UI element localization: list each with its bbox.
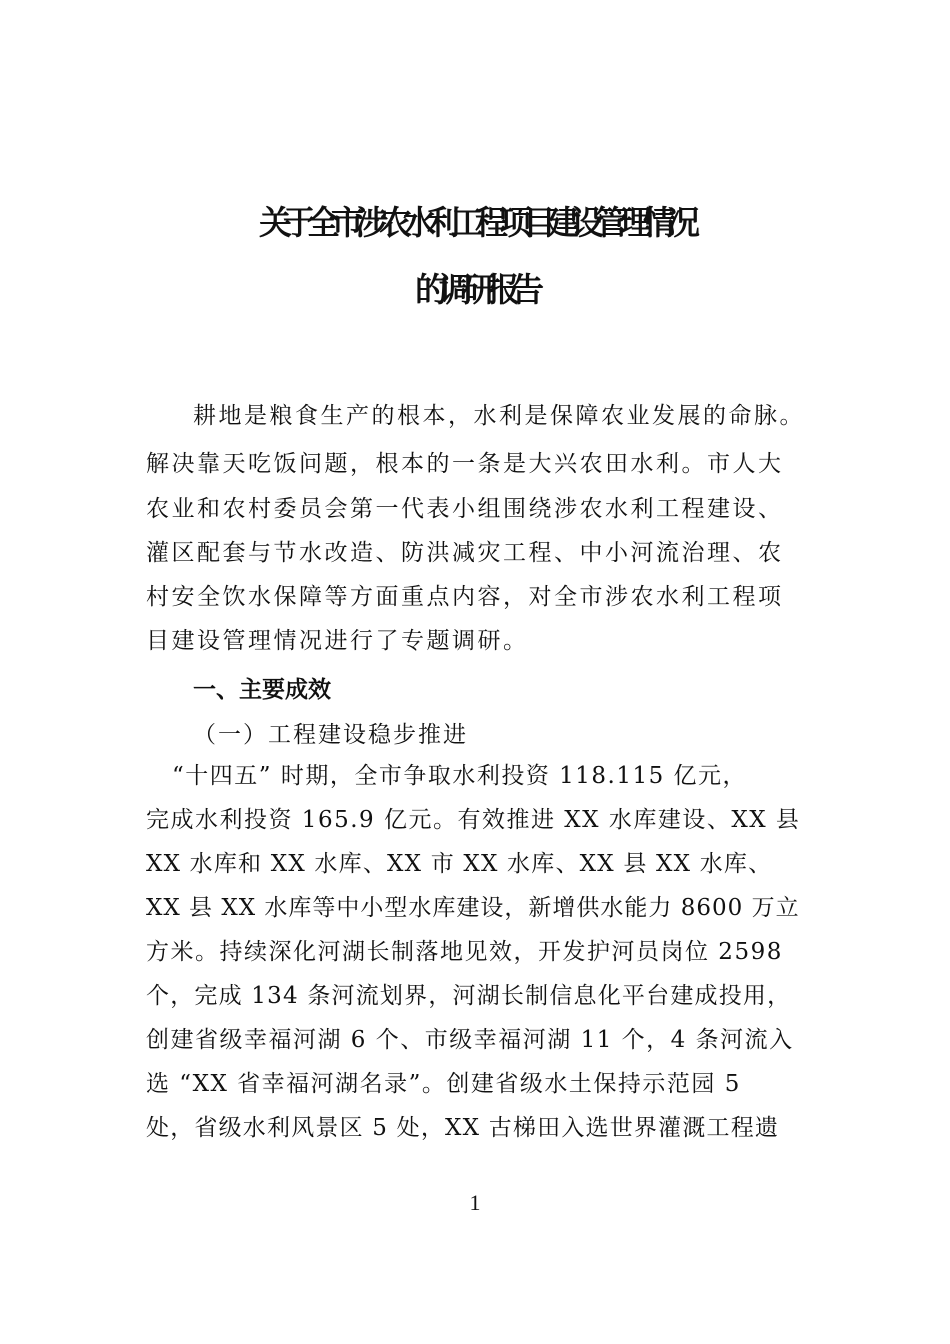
body-line-4: XX 县 XX 水库等中小型水库建设，新增供水能力 8600 万立 — [146, 895, 800, 921]
body-line-9: 处，省级水利风景区 5 处，XX 古梯田入选世界灌溉工程遗 — [146, 1115, 780, 1141]
section-heading: 一、主要成效 — [193, 677, 331, 703]
page-number: 1 — [469, 1190, 481, 1215]
subsection-heading: （一）工程建设稳步推进 — [193, 722, 468, 748]
body-line-3: XX 水库和 XX 水库、XX 市 XX 水库、XX 县 XX 水库、 — [146, 851, 773, 877]
document-title-line-1: 关于全市涉农水利工程项目建设管理情况 — [259, 203, 691, 242]
intro-line-3: 农业和农村委员会第一代表小组围绕涉农水利工程建设、 — [146, 496, 784, 522]
body-line-1: “十四五” 时期，全市争取水利投资 118.115 亿元， — [172, 763, 748, 789]
body-line-6: 个，完成 134 条河流划界，河湖长制信息化平台建成投用， — [146, 983, 792, 1009]
intro-line-6: 目建设管理情况进行了专题调研。 — [146, 628, 529, 654]
intro-line-1: 耕地是粮食生产的根本，水利是保障农业发展的命脉。 — [193, 403, 805, 429]
document-title-line-2: 的调研报告 — [415, 270, 535, 309]
intro-line-4: 灌区配套与节水改造、防洪减灾工程、中小河流治理、农 — [146, 540, 784, 566]
intro-line-2: 解决靠天吃饭问题，根本的一条是大兴农田水利。市人大 — [146, 451, 784, 477]
body-line-5: 方米。持续深化河湖长制落地见效，开发护河员岗位 2598 — [146, 939, 783, 965]
intro-line-5: 村安全饮水保障等方面重点内容，对全市涉农水利工程项 — [146, 584, 784, 610]
body-line-8: 选 “XX 省幸福河湖名录”。创建省级水土保持示范园 5 — [146, 1071, 741, 1097]
body-line-2: 完成水利投资 165.9 亿元。有效推进 XX 水库建设、XX 县 — [146, 807, 801, 833]
body-line-7: 创建省级幸福河湖 6 个、市级幸福河湖 11 个，4 条河流入 — [146, 1027, 794, 1053]
